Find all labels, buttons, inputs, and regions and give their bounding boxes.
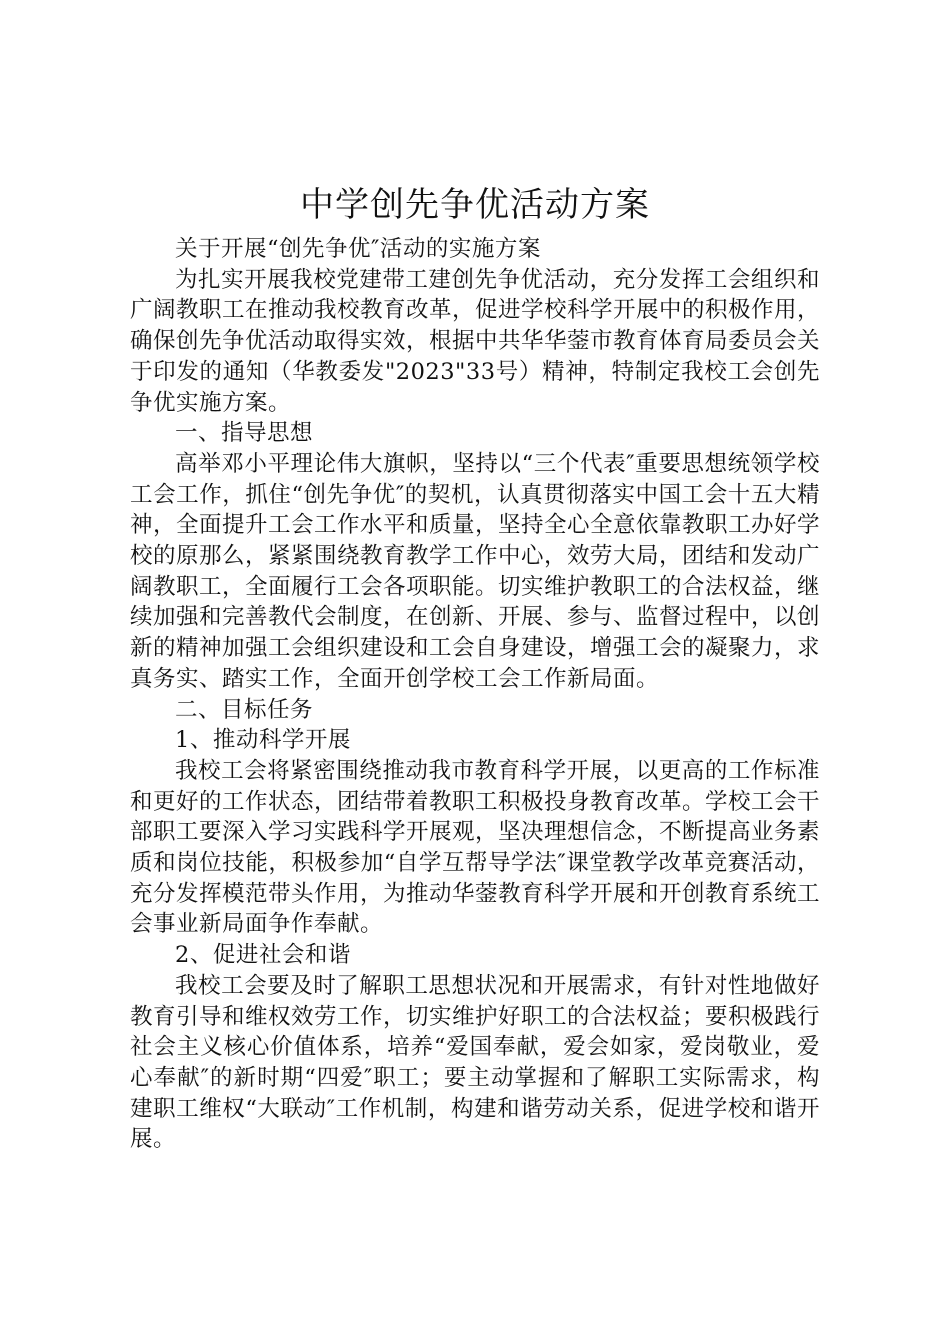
promote-development-paragraph: 我校工会将紧密围绕推动我市教育科学开展，以更高的工作标准和更好的工作状态，团结带着教职工积极投身教育改革。学校工会干部职工要深入学习实践科学开展观，坚决理想信念，不断提高业务素质和岗位技能，积极参加“自学互帮导学法″课堂教学改革竞赛活动，充分发挥模范带头作用，为推动华蓥教育科学开展和开创教育系统工会事业新局面争作奉献。 bbox=[130, 757, 821, 938]
section-heading-guiding-thought: 一、指导思想 bbox=[175, 420, 314, 447]
subheading-social-harmony: 2、促进社会和谐 bbox=[175, 942, 351, 969]
social-harmony-paragraph: 我校工会要及时了解职工思想状况和开展需求，有针对性地做好教育引导和维权效劳工作，切实维护好职工的合法权益；要积极践行社会主义核心价值体系，培养“爱国奉献，爱会如家，爱岗敬业，爱心奉献″的新时期“四爱″职工；要主动掌握和了解职工实际需求，构建职工维权“大联动″工作机制，构建和谐劳动关系，促进学校和谐开展。 bbox=[130, 972, 821, 1153]
document-page bbox=[130, 180, 820, 1155]
document-subtitle: 关于开展“创先争优″活动的实施方案 bbox=[175, 236, 541, 262]
section-heading-goals: 二、目标任务 bbox=[175, 696, 314, 723]
document-title: 中学创先争优活动方案 bbox=[300, 185, 650, 225]
intro-paragraph: 为扎实开展我校党建带工建创先争优活动，充分发挥工会组织和广阔教职工在推动我校教育改革，促进学校科学开展中的积极作用，确保创先争优活动取得实效，根据中共华华蓥市教育体育局委员会关于印发的通知（华教委发"2023"33号）精神，特制定我校工会创先争优实施方案。 bbox=[130, 266, 821, 416]
guiding-thought-paragraph: 高举邓小平理论伟大旗帜，坚持以“三个代表″重要思想统领学校工会工作，抓住“创先争优″的契机，认真贯彻落实中国工会十五大精神，全面提升工会工作水平和质量，坚持全心全意依靠教职工办好学校的原那么，紧紧围绕教育教学工作中心，效劳大局，团结和发动广阔教职工，全面履行工会各项职能。切实维护教职工的合法权益，继续加强和完善教代会制度，在创新、开展、参与、监督过程中，以创新的精神加强工会组织建设和工会自身建设，增强工会的凝聚力，求真务实、踏实工作，全面开创学校工会工作新局面。 bbox=[130, 450, 821, 692]
subheading-promote-development: 1、推动科学开展 bbox=[175, 727, 351, 754]
